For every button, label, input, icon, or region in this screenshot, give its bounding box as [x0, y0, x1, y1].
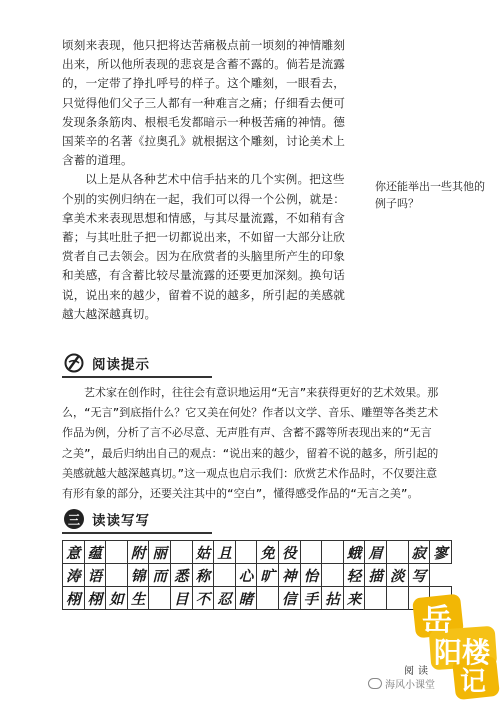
vocabulary-cell: [365, 587, 387, 610]
main-text: [62, 36, 352, 324]
vocabulary-cell: 描: [365, 564, 387, 587]
vocabulary-cell: 涛: [63, 564, 85, 587]
vocabulary-cell: 寂: [408, 541, 430, 564]
reading-tips-paragraph: 艺术家在创作时，往往会有意识地运用“无言”来获得更好的艺术效果。那么，“无言”到底指什么？它又美在何处？作者以文学、音乐、雕塑等各类艺术作品为例，分析了言不必尽意、无声胜有声、含蓄不露等所表现出来的“无言之美”，最后归纳出自己的观点：“说出来的越少，留着不说的越多，所引起的美感就越大越深越真切。”这一观点也启示我们：欣赏艺术作品时，不仅要注意有形有象的部分，还要关注其中的“空白”，懂得感受作品的“无言之美”。: [62, 386, 439, 501]
footer-section-label: 阅读: [404, 666, 432, 677]
vocabulary-row: [63, 564, 452, 587]
vocabulary-cell: 旷: [257, 564, 279, 587]
vocabulary-cell: 睹: [235, 587, 257, 610]
logo-char-3: 记: [460, 667, 487, 697]
vocabulary-cell: [386, 541, 408, 564]
reading-tips-body: [62, 383, 440, 504]
vocabulary-cell: [170, 541, 192, 564]
vocabulary-cell: [106, 541, 128, 564]
read-write-title: 读读写写: [92, 513, 150, 529]
vocabulary-cell: 神: [278, 564, 300, 587]
vocabulary-cell: 拈: [322, 587, 344, 610]
reading-tips-header: [64, 353, 150, 373]
vocabulary-cell: 栩: [84, 587, 106, 610]
vocabulary-cell: 轻: [343, 564, 365, 587]
vocabulary-cell: [300, 541, 322, 564]
vocabulary-cell: [386, 587, 408, 610]
vocabulary-cell: [235, 541, 257, 564]
vocabulary-cell: 来: [343, 587, 365, 610]
vocabulary-cell: 锦: [127, 564, 149, 587]
vocabulary-cell: 姑: [192, 541, 214, 564]
vocabulary-cell: 且: [214, 541, 236, 564]
body-paragraph-2: 以上是从各种艺术中信手拈来的几个实例。把这些个别的实例归纳在一起，我们可以得一个公例，就是：拿美术来表现思想和情感，与其尽量流露，不如稍有含蓄；与其吐肚子把一切都说出来，不如留一大部分让欣赏者自己去领会。因为在欣赏者的头脑里所产生的印象和美感，有含蓄比较尽量流露的还要更加深刻。换句话说，说出来的越少，留着不说的越多，所引起的美感就越大越深越真切。: [62, 172, 346, 321]
body-paragraph-1: 顷刻来表现，他只把将达苦痛极点前一顷刻的神情雕刻出来，所以他所表现的悲哀是含蓄不露的。倘若是流露的，一定带了挣扎呼号的样子。这个雕刻，一眼看去，只觉得他们父子三人都有一种难言之痛；仔细看去便可发现条条筋肉、根根毛发都暗示一种极苦痛的神情。德国莱辛的名著《拉奥孔》就根据这个雕刻，讨论美术上含蓄的道理。: [62, 38, 346, 168]
vocabulary-cell: 栩: [63, 587, 85, 610]
vocabulary-cell: 悉: [170, 564, 192, 587]
vocabulary-cell: 意: [63, 541, 85, 564]
vocabulary-cell: 目: [170, 587, 192, 610]
yueyanglou-logo: [410, 588, 500, 700]
reading-tips-underline: [62, 376, 212, 378]
watermark-text: 海风小课堂: [385, 680, 435, 691]
read-write-header: [64, 509, 150, 529]
vocabulary-row: [63, 587, 452, 610]
vocabulary-cell: 忍: [214, 587, 236, 610]
vocabulary-cell: 附: [127, 541, 149, 564]
wechat-icon: [368, 678, 382, 689]
vocabulary-cell: 寥: [430, 541, 452, 564]
vocabulary-cell: 蕴: [84, 541, 106, 564]
vocabulary-grid: [62, 540, 452, 610]
vocabulary-cell: 如: [106, 587, 128, 610]
vocabulary-cell: 眉: [365, 541, 387, 564]
vocabulary-cell: [322, 541, 344, 564]
vocabulary-cell: 怡: [300, 564, 322, 587]
vocabulary-cell: 免: [257, 541, 279, 564]
vocabulary-cell: 写: [408, 564, 430, 587]
vocabulary-cell: [106, 564, 128, 587]
vocabulary-cell: 而: [149, 564, 171, 587]
read-write-underline: [62, 532, 212, 534]
vocabulary-cell: 称: [192, 564, 214, 587]
side-note-question: 你还能举出一些其他的例子吗？: [375, 180, 485, 210]
vocabulary-cell: 役: [278, 541, 300, 564]
section-number-badge: 三: [64, 509, 84, 529]
vocabulary-cell: 手: [300, 587, 322, 610]
vocabulary-cell: 蛾: [343, 541, 365, 564]
vocabulary-cell: [257, 587, 279, 610]
vocabulary-cell: 心: [235, 564, 257, 587]
reading-tips-icon: [64, 353, 84, 373]
vocabulary-cell: [322, 564, 344, 587]
logo-char-2: 阳楼: [434, 636, 491, 669]
vocabulary-cell: 语: [84, 564, 106, 587]
reading-tips-title: 阅读提示: [92, 357, 150, 373]
vocabulary-cell: [149, 587, 171, 610]
vocabulary-cell: 丽: [149, 541, 171, 564]
vocabulary-row: [63, 541, 452, 564]
logo-char-1: 岳: [422, 603, 452, 638]
vocabulary-cell: 不: [192, 587, 214, 610]
vocabulary-cell: 信: [278, 587, 300, 610]
vocabulary-cell: 生: [127, 587, 149, 610]
vocabulary-cell: 淡: [386, 564, 408, 587]
vocabulary-cell: [214, 564, 236, 587]
